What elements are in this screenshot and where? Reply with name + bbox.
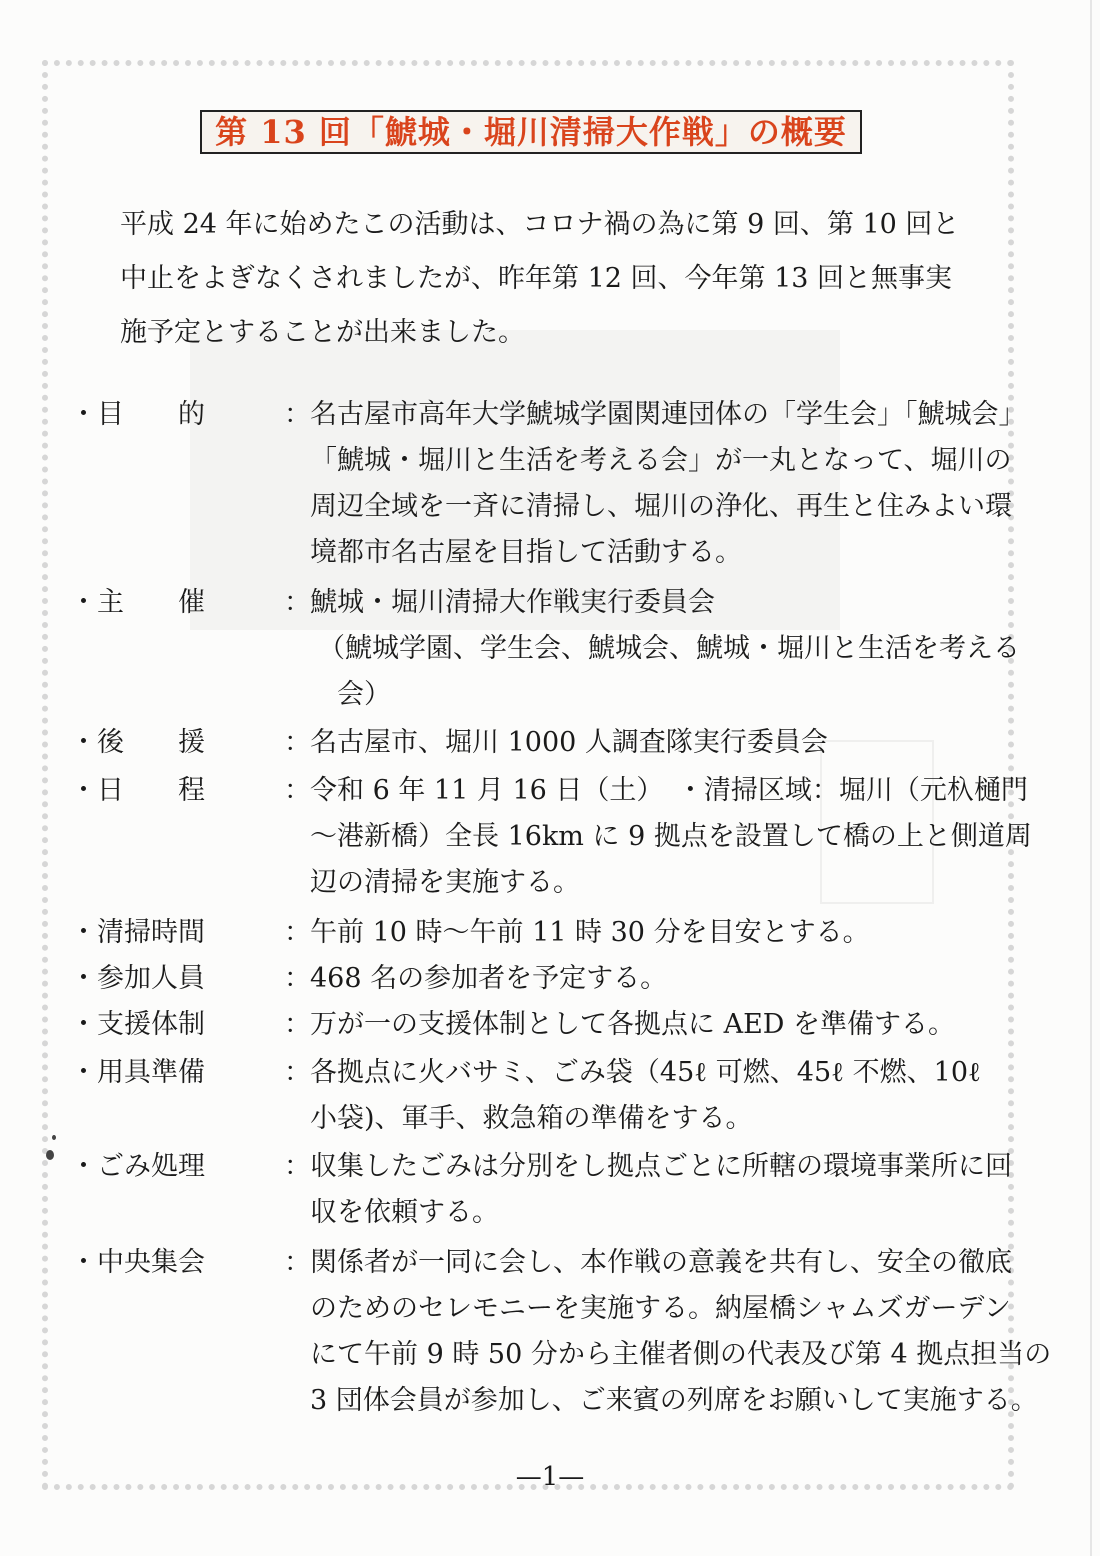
item-line: にて午前 9 時 50 分から主催者側の代表及び第 4 拠点担当の (310, 1339, 1052, 1370)
item-body (310, 392, 1070, 576)
item-line: 辺の清掃を実施する。 (310, 867, 580, 898)
item-colon: ： (284, 1009, 311, 1040)
item-body (310, 580, 1070, 718)
item-body (310, 1002, 1070, 1048)
item-colon: ： (284, 917, 311, 948)
item-colon: ： (284, 727, 311, 758)
item-colon: ： (284, 1151, 311, 1182)
item-line: 境都市名古屋を目指して活動する。 (310, 537, 742, 568)
intro-line: 平成 24 年に始めたこの活動は、コロナ禍の為に第 9 回、第 10 回と (120, 209, 960, 240)
item-body (310, 910, 1070, 956)
item-line: 各拠点に火バサミ、ごみ袋（45ℓ 可燃、45ℓ 不燃、10ℓ (310, 1057, 981, 1088)
item-line: 午前 10 時～午前 11 時 30 分を目安とする。 (310, 917, 870, 948)
scan-speck (52, 1135, 56, 1140)
item-line: 名古屋市、堀川 1000 人調査隊実行委員会 (310, 727, 828, 758)
item-line: 収集したごみは分別をし拠点ごとに所轄の環境事業所に回 (310, 1151, 1012, 1182)
item-label: ・日 程 (70, 775, 205, 806)
intro-paragraph (120, 198, 1010, 360)
item-line: 鯱城・堀川清掃大作戦実行委員会 (310, 587, 715, 618)
item-label: ・目 的 (70, 399, 205, 430)
item-body (310, 768, 1070, 906)
page-edge-line (1090, 0, 1092, 1556)
item-body (310, 1240, 1070, 1424)
item-label: ・主 催 (70, 587, 205, 618)
intro-line: 中止をよぎなくされましたが、昨年第 12 回、今年第 13 回と無事実 (120, 263, 953, 294)
item-line: 「鯱城・堀川と生活を考える会」が一丸となって、堀川の (310, 445, 1012, 476)
item-line: 名古屋市高年大学鯱城学園関連団体の「学生会」「鯱城会」 (310, 399, 1026, 430)
item-line: 収を依頼する。 (310, 1197, 499, 1228)
item-line: 会） (310, 679, 391, 710)
item-label: ・清掃時間 (70, 917, 205, 948)
item-line: ～港新橋）全長 16km に 9 拠点を設置して橋の上と側道周 (310, 821, 1032, 852)
page-number: —1— (515, 1462, 585, 1492)
item-body (310, 720, 1070, 766)
scan-speck (46, 1150, 54, 1160)
item-label: ・用具準備 (70, 1057, 205, 1088)
item-line: 関係者が一同に会し、本作戦の意義を共有し、安全の徹底 (310, 1247, 1012, 1278)
intro-line: 施予定とすることが出来ました。 (120, 317, 525, 348)
item-colon: ： (284, 587, 311, 618)
item-line: 小袋)、軍手、救急箱の準備をする。 (310, 1103, 753, 1134)
item-line: 周辺全域を一斉に清掃し、堀川の浄化、再生と住みよい環 (310, 491, 1012, 522)
item-body (310, 956, 1070, 1002)
item-label: ・参加人員 (70, 963, 205, 994)
item-label: ・後 援 (70, 727, 205, 758)
page-title: 第 13 回「鯱城・堀川清掃大作戦」の概要 (200, 110, 862, 154)
item-line: （鯱城学園、学生会、鯱城会、鯱城・堀川と生活を考える (318, 633, 1020, 664)
item-colon: ： (284, 1247, 311, 1278)
item-colon: ： (284, 775, 311, 806)
item-label: ・中央集会 (70, 1247, 205, 1278)
item-colon: ： (284, 399, 311, 430)
item-colon: ： (284, 963, 311, 994)
item-colon: ： (284, 1057, 311, 1088)
item-line: 3 団体会員が参加し、ご来賓の列席をお願いして実施する。 (310, 1385, 1038, 1416)
item-line: 万が一の支援体制として各拠点に AED を準備する。 (310, 1009, 956, 1040)
item-label: ・支援体制 (70, 1009, 205, 1040)
item-body (310, 1144, 1070, 1236)
item-line: 令和 6 年 11 月 16 日（土） ・清掃区域：堀川（元杁樋門 (310, 775, 1028, 806)
item-line: のためのセレモニーを実施する。納屋橋シャムズガーデン (310, 1293, 1011, 1324)
item-line: 468 名の参加者を予定する。 (310, 963, 668, 994)
item-label: ・ごみ処理 (70, 1151, 205, 1182)
item-body (310, 1050, 1070, 1142)
